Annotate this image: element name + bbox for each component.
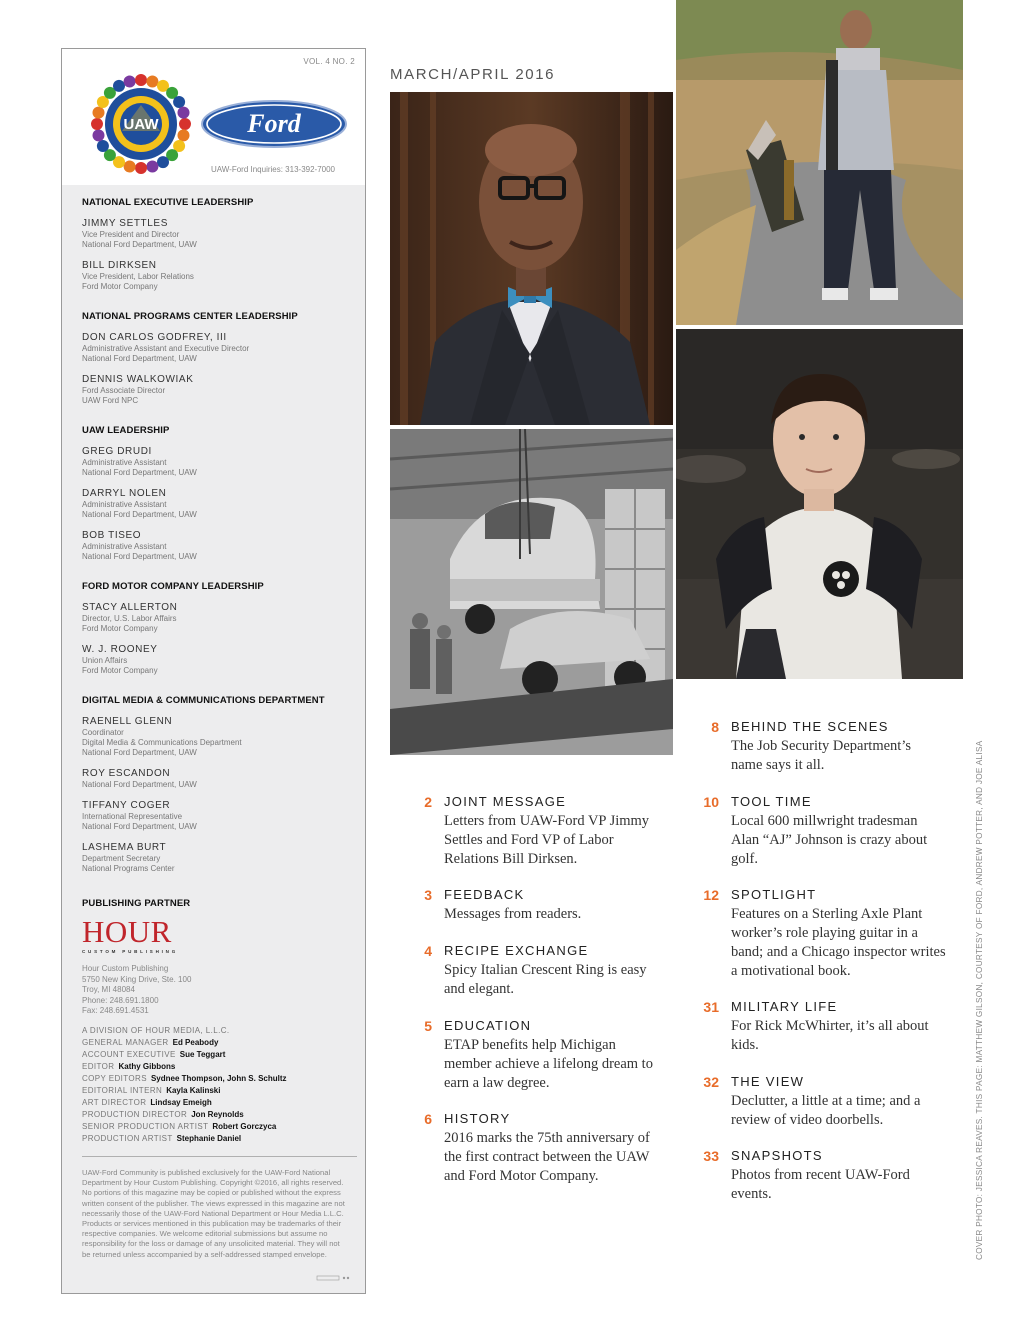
- staff-role: EDITORIAL INTERN: [82, 1086, 163, 1095]
- person-name: STACY ALLERTON: [82, 602, 178, 613]
- volume-number: VOL. 4 NO. 2: [303, 57, 355, 66]
- person-name: RAENELL GLENN: [82, 716, 173, 727]
- toc-page-number: 2: [424, 794, 432, 810]
- toc-title: SNAPSHOTS: [731, 1148, 823, 1163]
- uaw-logo-figure: [97, 140, 109, 152]
- logo-area: [62, 49, 365, 185]
- person-title: Ford Associate Director: [82, 386, 166, 395]
- issue-date: MARCH/APRIL 2016: [390, 66, 556, 83]
- person-name: TIFFANY COGER: [82, 800, 171, 811]
- toc-description: Features on a Sterling Axle Plant worker’s role playing guitar in a band; and a Chicago inspector writes a motivational book.: [731, 906, 946, 979]
- toc-page-number: 33: [703, 1148, 719, 1164]
- toc-title: FEEDBACK: [444, 887, 525, 902]
- assembly-line-photo: [390, 429, 673, 755]
- person-title: Administrative Assistant: [82, 500, 167, 509]
- person-title: National Ford Department, UAW: [82, 240, 197, 249]
- publisher-address-line: Troy, MI 48084: [82, 985, 135, 994]
- person-name: BILL DIRKSEN: [82, 260, 157, 271]
- toc-description: Messages from readers.: [444, 906, 582, 922]
- uaw-logo-figure: [93, 129, 105, 141]
- toc-description: For Rick McWhirter, it’s all about kids.: [731, 1018, 929, 1053]
- person-title: National Ford Department, UAW: [82, 510, 197, 519]
- uaw-logo: [86, 71, 196, 175]
- person-title: National Ford Department, UAW: [82, 354, 197, 363]
- toc-description: ETAP benefits help Michigan member achieve a lifelong dream to earn a law degree.: [444, 1037, 653, 1091]
- band-member-photo: [676, 329, 963, 679]
- staff-role: EDITOR: [82, 1062, 115, 1071]
- publisher-address-line: Phone: 248.691.1800: [82, 995, 159, 1005]
- person-name: GREG DRUDI: [82, 446, 152, 457]
- person-title: National Ford Department, UAW: [82, 748, 197, 757]
- toc-description: Declutter, a little at a time; and a review of video doorbells.: [731, 1093, 921, 1128]
- section-heading: FORD MOTOR COMPANY LEADERSHIP: [82, 581, 264, 592]
- toc-page-number: 4: [424, 943, 432, 959]
- toc-title: RECIPE EXCHANGE: [444, 943, 589, 958]
- photo-credit: COVER PHOTO: JESSICA REAVES. THIS PAGE: MATTHEW GILSON, COURTESY OF FORD, ANDREW POTTER, AND JOE ALISA: [975, 740, 984, 1260]
- toc-title: MILITARY LIFE: [731, 999, 838, 1014]
- person-name: DENNIS WALKOWIAK: [82, 374, 194, 385]
- toc-page-number: 32: [703, 1074, 719, 1090]
- person-title: National Ford Department, UAW: [82, 552, 197, 561]
- staff-row: [82, 1110, 244, 1119]
- hour-logo-sub: CUSTOM PUBLISHING: [82, 949, 179, 954]
- staff-role: ART DIRECTOR: [82, 1098, 147, 1107]
- staff-name: Kayla Kalinski: [166, 1086, 221, 1095]
- hour-logo-word: HOUR: [82, 914, 172, 949]
- uaw-logo-figure: [178, 129, 190, 141]
- person-name: ROY ESCANDON: [82, 768, 171, 779]
- person-name: BOB TISEO: [82, 530, 142, 541]
- person-title: Digital Media & Communications Department: [82, 738, 242, 747]
- staff-name: Lindsay Emeigh: [150, 1098, 212, 1107]
- toc-description: Local 600 millwright tradesman Alan “AJ” Johnson is crazy about golf.: [731, 813, 928, 867]
- toc-page-number: 6: [424, 1111, 432, 1127]
- toc-page-number: 8: [711, 719, 719, 735]
- person-title: Coordinator: [82, 728, 124, 737]
- person-name: DARRYL NOLEN: [82, 488, 167, 499]
- person-title: Ford Motor Company: [82, 666, 158, 675]
- staff-role: PRODUCTION DIRECTOR: [82, 1110, 188, 1119]
- staff-row: [82, 1026, 230, 1035]
- toc-page-number: 31: [703, 999, 719, 1015]
- staff-role: GENERAL MANAGER: [82, 1038, 169, 1047]
- person-title: National Ford Department, UAW: [82, 468, 197, 477]
- staff-row: [82, 1098, 212, 1107]
- staff-role: PRODUCTION ARTIST: [82, 1134, 173, 1143]
- staff-row: [82, 1134, 241, 1143]
- uaw-logo-figure: [178, 107, 190, 119]
- person-title: National Ford Department, UAW: [82, 822, 197, 831]
- publisher-address-line: 5750 New King Drive, Ste. 100: [82, 974, 192, 984]
- person-name: LASHEMA BURT: [82, 842, 167, 853]
- toc-title: TOOL TIME: [731, 794, 812, 809]
- person-title: Union Affairs: [82, 656, 128, 665]
- person-title: Department Secretary: [82, 854, 161, 863]
- svg-text:Ford: Ford: [247, 109, 301, 138]
- staff-role: SENIOR PRODUCTION ARTIST: [82, 1122, 209, 1131]
- publisher-address-line: Hour Custom Publishing: [82, 964, 169, 973]
- folio-mark-icon: [316, 1273, 352, 1283]
- person-title: Administrative Assistant: [82, 458, 167, 467]
- toc-description: The Job Security Department’s name says it all.: [731, 738, 911, 773]
- uaw-logo-figure: [173, 96, 185, 108]
- staff-row: [82, 1038, 218, 1047]
- legal-notice: UAW-Ford Community is published exclusively for the UAW-Ford National Department by Hour Custom Publishing. Copyright ©2016, all rights reserved. No portions of this magazine may be copied or published without the express written consent of the publisher. The views expressed in this magazine are not necessarily those of the UAW-Ford National Department or Hour Media L.L.C. Products or services mentioned in this publication may be trademarks of their respective companies. We welcome editorial submissions but assume no responsibility for the loss or damage of any unsolicited material. They will not be returned unless accompanied by a self-addressed stamped envelope.: [82, 1168, 345, 1259]
- hour-logo: [82, 914, 179, 954]
- person-title: UAW Ford NPC: [82, 396, 139, 405]
- ford-logo: [200, 99, 348, 149]
- person-name: JIMMY SETTLES: [82, 218, 168, 229]
- person-name: DON CARLOS GODFREY, III: [82, 332, 227, 343]
- person-title: National Ford Department, UAW: [82, 780, 197, 789]
- person-title: Vice President, Labor Relations: [82, 272, 194, 281]
- uaw-logo-figure: [135, 74, 147, 86]
- toc-title: THE VIEW: [731, 1074, 805, 1089]
- person-title: Ford Motor Company: [82, 624, 158, 633]
- toc-title: JOINT MESSAGE: [444, 794, 567, 809]
- staff-row: [82, 1050, 225, 1059]
- section-heading: DIGITAL MEDIA & COMMUNICATIONS DEPARTMENT: [82, 695, 325, 706]
- toc-page-number: 5: [424, 1018, 432, 1034]
- person-title: Vice President and Director: [82, 230, 180, 239]
- uaw-logo-figure: [157, 156, 169, 168]
- person-title: International Representative: [82, 812, 183, 821]
- toc-description: Letters from UAW-Ford VP Jimmy Settles and Ford VP of Labor Relations Bill Dirksen.: [444, 813, 650, 867]
- person-name: W. J. ROONEY: [82, 644, 158, 655]
- uaw-logo-figure: [124, 76, 136, 88]
- toc-page-number: 10: [703, 794, 719, 810]
- staff-row: [82, 1086, 220, 1095]
- uaw-logo-figure: [146, 161, 158, 173]
- staff-name: Sue Teggart: [179, 1050, 226, 1059]
- toc-title: BEHIND THE SCENES: [731, 719, 889, 734]
- staff-name: Ed Peabody: [172, 1038, 219, 1047]
- staff-name: Robert Gorczyca: [212, 1122, 277, 1131]
- uaw-logo-figure: [113, 80, 125, 92]
- staff-row: [82, 1122, 276, 1131]
- toc-title: EDUCATION: [444, 1018, 532, 1033]
- uaw-logo-figure: [93, 107, 105, 119]
- person-title: Administrative Assistant and Executive Director: [82, 344, 250, 353]
- section-heading: NATIONAL PROGRAMS CENTER LEADERSHIP: [82, 311, 298, 322]
- staff-row: [82, 1074, 287, 1083]
- inquiries-line: UAW-Ford Inquiries: 313-392-7000: [210, 165, 335, 174]
- staff-role: ACCOUNT EXECUTIVE: [82, 1050, 176, 1059]
- uaw-logo-figure: [124, 161, 136, 173]
- section-heading: NATIONAL EXECUTIVE LEADERSHIP: [82, 197, 254, 208]
- uaw-logo-figure: [135, 162, 147, 174]
- svg-text:UAW: UAW: [123, 116, 159, 133]
- staff-role: COPY EDITORS: [82, 1074, 147, 1083]
- staff-name: Kathy Gibbons: [118, 1062, 176, 1071]
- toc-description: Photos from recent UAW-Ford events.: [731, 1167, 910, 1202]
- uaw-logo-figure: [91, 118, 103, 130]
- toc-description: Spicy Italian Crescent Ring is easy and elegant.: [444, 962, 647, 997]
- toc-description: 2016 marks the 75th anniversary of the first contract between the UAW and Ford Motor Company.: [444, 1130, 650, 1184]
- staff-name: Stephanie Daniel: [176, 1134, 242, 1143]
- section-heading: UAW LEADERSHIP: [82, 425, 170, 436]
- person-title: Ford Motor Company: [82, 282, 158, 291]
- masthead-sidebar: [61, 48, 366, 1294]
- staff-role: A DIVISION OF HOUR MEDIA, L.L.C.: [82, 1026, 230, 1035]
- staff-row: [82, 1062, 175, 1071]
- toc-page-number: 3: [424, 887, 432, 903]
- person-title: Administrative Assistant: [82, 542, 167, 551]
- publisher-address-line: Fax: 248.691.4531: [82, 1006, 149, 1015]
- toc-page-number: 12: [703, 887, 719, 903]
- person-title: Director, U.S. Labor Affairs: [82, 614, 177, 623]
- golfer-photo: [676, 0, 963, 325]
- staff-name: Jon Reynolds: [191, 1110, 244, 1119]
- uaw-logo-figure: [146, 76, 158, 88]
- portrait-photo: [390, 92, 673, 425]
- person-title: National Programs Center: [82, 864, 175, 873]
- publishing-heading: PUBLISHING PARTNER: [82, 898, 191, 909]
- toc-title: HISTORY: [444, 1111, 511, 1126]
- staff-name: Sydnee Thompson, John S. Schultz: [150, 1074, 287, 1083]
- divider: [82, 1156, 357, 1157]
- toc-title: SPOTLIGHT: [731, 887, 817, 902]
- uaw-logo-figure: [179, 118, 191, 130]
